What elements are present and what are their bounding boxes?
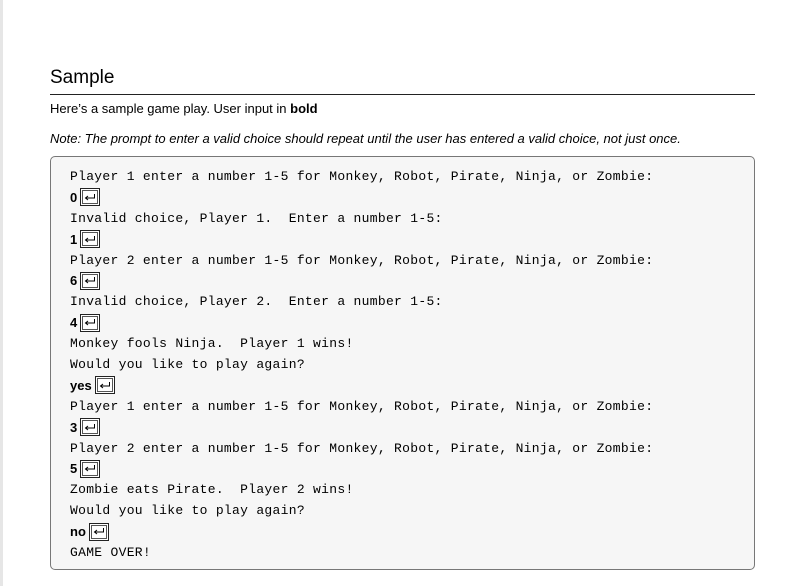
output-line <box>70 479 754 500</box>
output-line <box>70 354 754 375</box>
enter-key-icon <box>80 230 100 248</box>
enter-key-icon <box>80 272 100 290</box>
user-input-text: yes <box>70 377 92 393</box>
game-transcript <box>50 156 755 570</box>
user-input-text: 3 <box>70 419 78 435</box>
section-title: Sample <box>50 66 755 95</box>
user-input-line <box>70 229 754 250</box>
output-text: Zombie eats Pirate. Player 2 wins! <box>70 482 354 498</box>
output-text: Player 2 enter a number 1-5 for Monkey, Robot, Pirate, Ninja, or Zombie: <box>70 252 654 268</box>
user-input-text: 0 <box>70 189 78 205</box>
output-line <box>70 333 754 354</box>
output-line <box>70 500 754 521</box>
user-input-text: 1 <box>70 231 78 247</box>
user-input-line <box>70 458 754 479</box>
output-text: Monkey fools Ninja. Player 1 wins! <box>70 336 354 352</box>
enter-key-icon <box>89 523 109 541</box>
output-text: Player 2 enter a number 1-5 for Monkey, Robot, Pirate, Ninja, or Zombie: <box>70 440 654 456</box>
output-text: Invalid choice, Player 2. Enter a number 1-5: <box>70 294 443 310</box>
user-input-text: 5 <box>70 461 78 477</box>
user-input-line <box>70 417 754 438</box>
user-input-line <box>70 375 754 396</box>
note-text: Note: The prompt to enter a valid choice should repeat until the user has entered a valid choice, not just once. <box>50 131 681 146</box>
output-text: Player 1 enter a number 1-5 for Monkey, Robot, Pirate, Ninja, or Zombie: <box>70 168 654 184</box>
output-text: Invalid choice, Player 1. Enter a number 1-5: <box>70 210 443 226</box>
user-input-text: 4 <box>70 315 78 331</box>
user-input-line <box>70 270 754 291</box>
user-input-line <box>70 521 754 542</box>
output-line <box>70 166 754 187</box>
output-line <box>70 208 754 229</box>
output-text: Would you like to play again? <box>70 503 305 519</box>
enter-key-icon <box>80 418 100 436</box>
enter-key-icon <box>95 376 115 394</box>
output-text: GAME OVER! <box>70 544 152 560</box>
enter-key-icon <box>80 314 100 332</box>
user-input-text: 6 <box>70 273 78 289</box>
output-line <box>70 250 754 271</box>
enter-key-icon <box>80 188 100 206</box>
intro-text <box>50 100 755 117</box>
output-text: Would you like to play again? <box>70 356 305 372</box>
output-line <box>70 438 754 459</box>
user-input-line <box>70 312 754 333</box>
user-input-text: no <box>70 524 86 540</box>
user-input-line <box>70 187 754 208</box>
intro-prefix: Here’s a sample game play. User input in <box>50 101 291 116</box>
sample-section <box>50 66 755 570</box>
output-line <box>70 291 754 312</box>
output-line <box>70 396 754 417</box>
page-left-border <box>0 0 3 586</box>
intro-bold: bold <box>290 101 318 116</box>
enter-key-icon <box>80 460 100 478</box>
output-text: Player 1 enter a number 1-5 for Monkey, Robot, Pirate, Ninja, or Zombie: <box>70 398 654 414</box>
output-line <box>70 542 754 563</box>
